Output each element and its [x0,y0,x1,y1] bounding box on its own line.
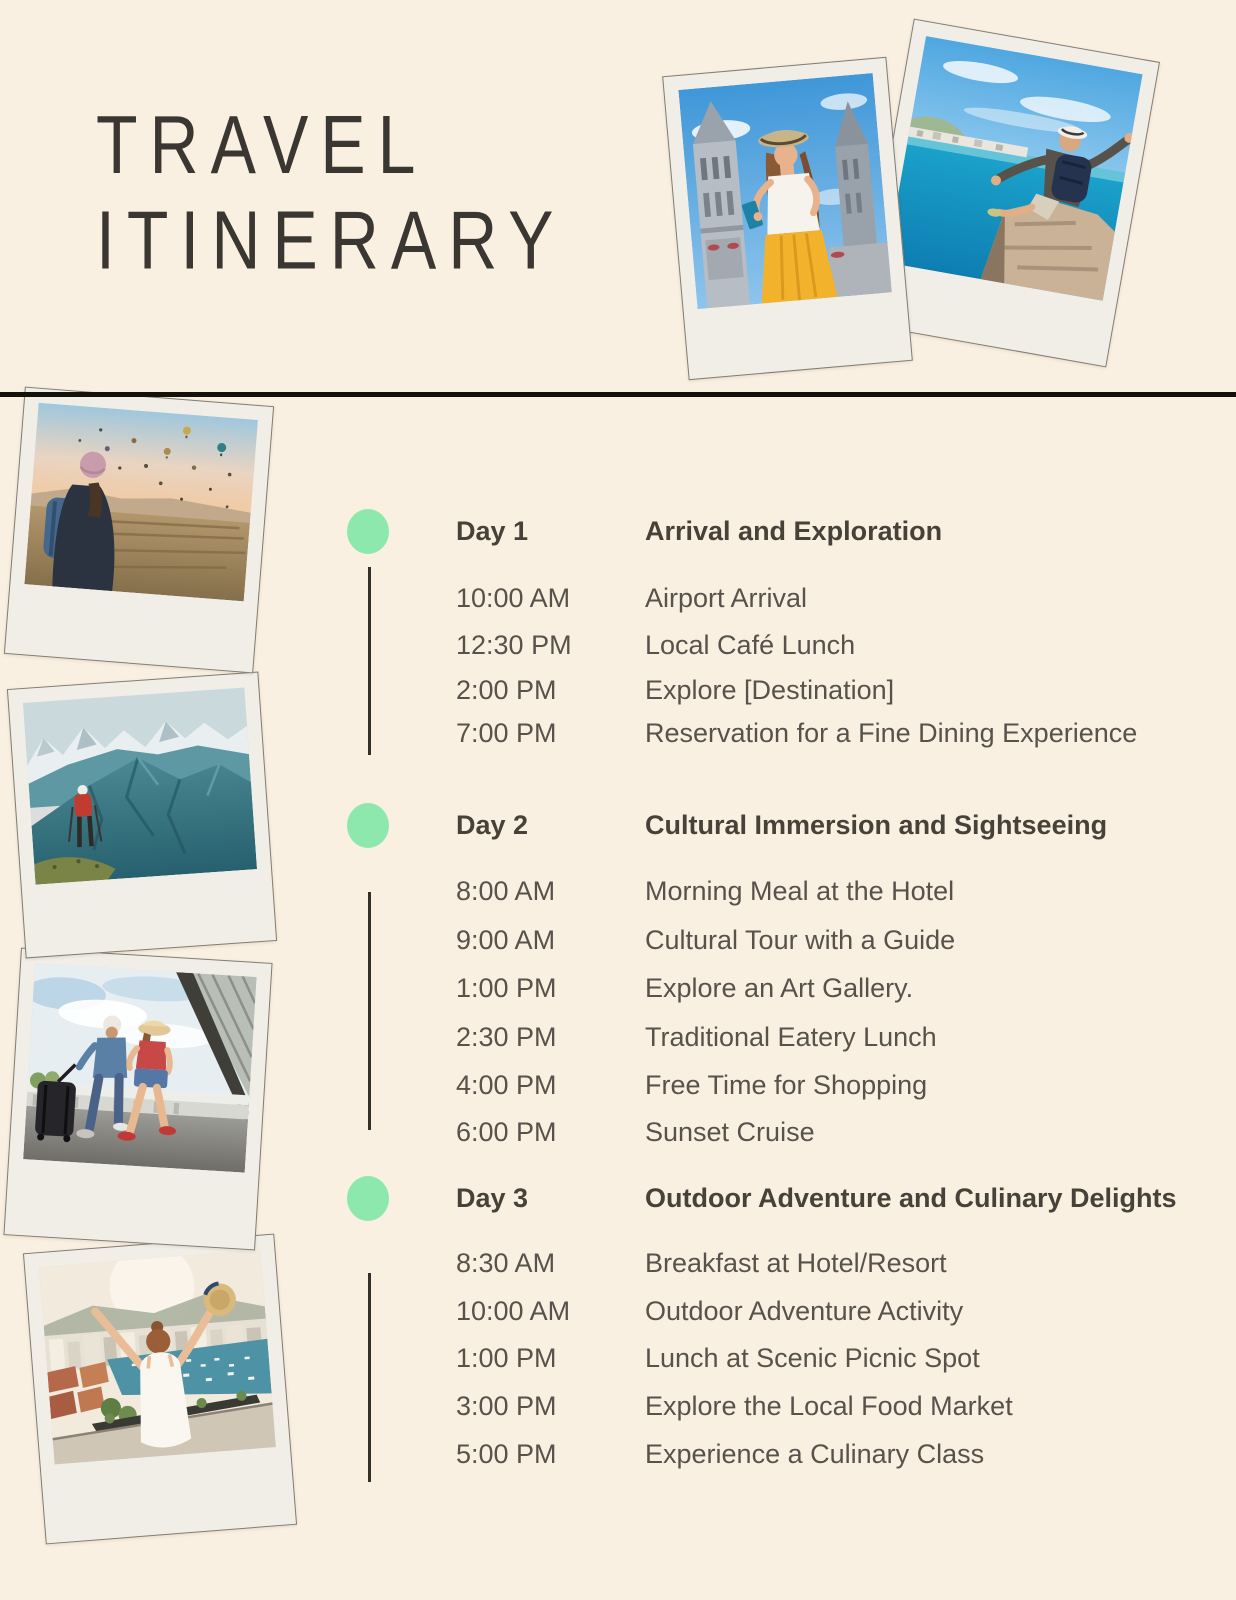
activity-label: Sunset Cruise [645,1116,815,1147]
itinerary-row [456,923,1176,957]
day3-timeline-dot [347,1176,389,1221]
day3-heading [456,1181,1176,1215]
activity-label: Traditional Eatery Lunch [645,1021,937,1052]
activity-label: Free Time for Shopping [645,1069,928,1100]
activity-label: Lunch at Scenic Picnic Spot [645,1342,980,1373]
mountain-scene-illustration [23,688,257,885]
photo-balloon-valley-image [24,403,258,602]
itinerary-row [456,1437,1176,1471]
time-label: 1:00 PM [456,972,557,1003]
page-title-line1: TRAVEL [96,98,428,192]
time-label: 7:00 PM [456,717,557,748]
itinerary-row [456,1294,1176,1328]
time-label: 10:00 AM [456,1295,571,1326]
activity-label: Breakfast at Hotel/Resort [645,1247,947,1278]
activity-label: Reservation for a Fine Dining Experience [645,717,1138,748]
activity-label: Outdoor Adventure Activity [645,1295,964,1326]
time-label: 8:00 AM [456,875,556,906]
time-label: 2:30 PM [456,1021,557,1052]
time-label: 12:30 PM [456,629,572,660]
page-title-line2: ITINERARY [96,193,566,287]
harbor-scene-illustration [39,1250,276,1465]
day1-timeline-dot [347,509,389,554]
itinerary-row [456,1020,1176,1054]
photo-cathedral-traveler-image [678,73,891,309]
time-label: 8:30 AM [456,1247,556,1278]
time-label: 5:00 PM [456,1438,557,1469]
photo-cliff-sea-traveler-image [886,36,1143,301]
itinerary-row [456,1068,1176,1102]
photo-balloon-valley [4,387,274,674]
photo-mountain-hiker [7,672,277,959]
photo-harbor-view-image [39,1250,276,1465]
sea-scene-illustration [886,36,1143,301]
day3-title: Outdoor Adventure and Culinary Delights [645,1182,1177,1213]
itinerary-row [456,971,1176,1005]
itinerary-row [456,1115,1176,1149]
page-title [96,98,566,296]
photo-mountain-hiker-image [23,688,257,885]
cathedral-scene-illustration [678,73,891,309]
time-label: 10:00 AM [456,582,571,613]
section-divider-line [0,392,1236,397]
activity-label: Airport Arrival [645,582,808,613]
activity-label: Explore an Art Gallery. [645,972,914,1003]
itinerary-row [456,673,1176,707]
time-label: 2:00 PM [456,674,557,705]
itinerary-row [456,1246,1176,1280]
day2-label: Day 2 [456,809,529,840]
day2-timeline-dot [347,803,389,848]
photo-airport-couple [3,948,272,1251]
photo-cathedral-traveler [662,57,913,380]
itinerary-row [456,628,1176,662]
itinerary-row [456,1341,1176,1375]
photo-airport-couple-image [23,963,257,1172]
activity-label: Cultural Tour with a Guide [645,924,956,955]
day2-title: Cultural Immersion and Sightseeing [645,809,1108,840]
activity-label: Explore the Local Food Market [645,1390,1013,1421]
airport-scene-illustration [23,963,257,1172]
day3-timeline-line [368,1273,371,1482]
day1-heading [456,514,1176,548]
itinerary-row [456,1389,1176,1423]
activity-label: Local Café Lunch [645,629,856,660]
day2-timeline-line [368,892,371,1130]
day2-heading [456,808,1176,842]
day1-label: Day 1 [456,515,529,546]
time-label: 3:00 PM [456,1390,557,1421]
time-label: 6:00 PM [456,1116,557,1147]
balloon-scene-illustration [24,403,258,602]
day1-title: Arrival and Exploration [645,515,943,546]
day1-timeline-line [368,567,371,755]
itinerary-row [456,874,1176,908]
time-label: 1:00 PM [456,1342,557,1373]
itinerary-row [456,716,1176,750]
itinerary-row [456,581,1176,615]
activity-label: Experience a Culinary Class [645,1438,985,1469]
day3-label: Day 3 [456,1182,529,1213]
activity-label: Morning Meal at the Hotel [645,875,955,906]
activity-label: Explore [Destination] [645,674,895,705]
time-label: 4:00 PM [456,1069,557,1100]
photo-harbor-view [23,1234,297,1545]
time-label: 9:00 AM [456,924,556,955]
